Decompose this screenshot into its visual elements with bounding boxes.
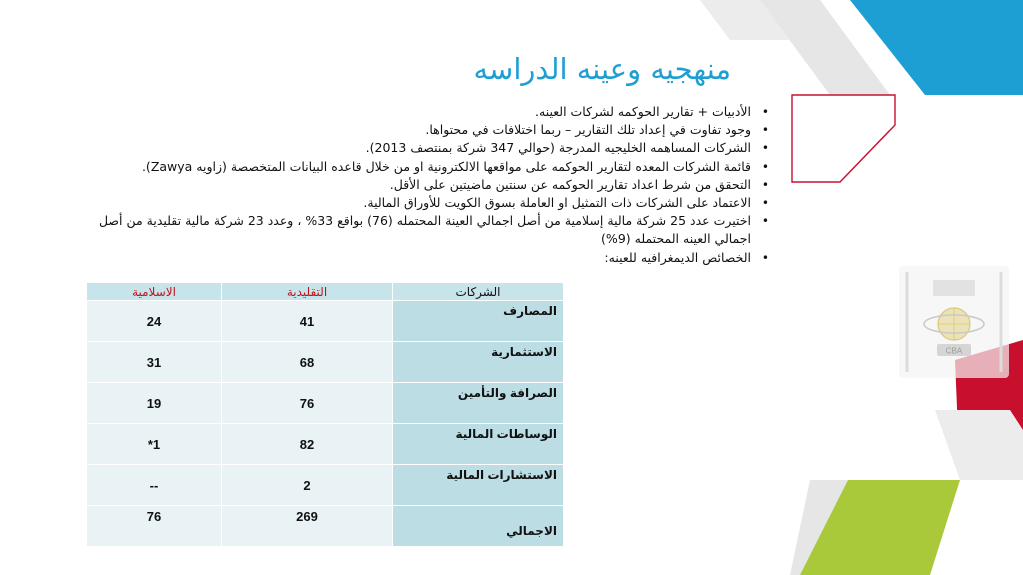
table-row [87, 465, 564, 506]
row-category: الصرافة والتأمين [393, 383, 564, 424]
cell-traditional: 76 [222, 383, 393, 424]
logo-text: CBA [945, 346, 963, 356]
row-category: الوساطات المالية [393, 424, 564, 465]
cell-islamic: -- [87, 465, 222, 506]
grey-shape-mid [935, 410, 1023, 480]
college-logo [893, 262, 1015, 382]
bullet-item: • الخصائص الديمغرافيه للعينه: [91, 249, 771, 267]
row-category: الاستثمارية [393, 342, 564, 383]
bullet-item: • الاعتماد على الشركات ذات التمثيل او العاملة بسوق الكويت للأوراق المالية. [91, 194, 771, 212]
bullet-item: • اختيرت عدد 25 شركة مالية إسلامية من أصل اجمالي العينة المحتمله (76) بواقع 33% ، وعدد 23 شركة مالية تقليدية من أصل اجمالي العينه المحتمله (9%) [91, 212, 771, 248]
header-companies: الشركات [393, 283, 564, 301]
cell-traditional: 68 [222, 342, 393, 383]
row-category: الاجمالي [393, 506, 564, 547]
bullet-item: • التحقق من شرط اعداد تقارير الحوكمه عن سنتين ماضيتين على الأقل. [91, 176, 771, 194]
outline-shape [792, 95, 895, 182]
cell-traditional: 269 [222, 506, 393, 547]
page-title: منهجيه وعينه الدراسه [473, 52, 731, 86]
table-row [87, 424, 564, 465]
bullet-item: • قائمة الشركات المعده لتقارير الحوكمه على مواقعها الالكترونية او من خلال قاعده البيانات المتخصصة (زاويه Zawya). [91, 158, 771, 176]
table-row [87, 301, 564, 342]
cell-islamic: 76 [87, 506, 222, 547]
cell-islamic: 24 [87, 301, 222, 342]
cell-traditional: 41 [222, 301, 393, 342]
table-row [87, 342, 564, 383]
table-row [87, 383, 564, 424]
cell-traditional: 82 [222, 424, 393, 465]
row-category: المصارف [393, 301, 564, 342]
row-category: الاستشارات المالية [393, 465, 564, 506]
bullet-item: • وجود تفاوت في إعداد تلك التقارير – ربما اختلافات في محتواها. [91, 121, 771, 139]
cell-islamic: 1* [87, 424, 222, 465]
sample-table [86, 282, 564, 547]
header-islamic: الاسلامية [87, 283, 222, 301]
bullet-item: • الشركات المساهمه الخليجيه المدرجة (حوالي 347 شركة بمنتصف 2013). [91, 139, 771, 157]
bullet-item: • الأدبيات + تقارير الحوكمه لشركات العينه. [91, 103, 771, 121]
bullet-list [91, 103, 771, 267]
table-row-total [87, 506, 564, 547]
cell-islamic: 19 [87, 383, 222, 424]
cell-islamic: 31 [87, 342, 222, 383]
cell-traditional: 2 [222, 465, 393, 506]
table-header-row [87, 283, 564, 301]
header-traditional: التقليدية [222, 283, 393, 301]
